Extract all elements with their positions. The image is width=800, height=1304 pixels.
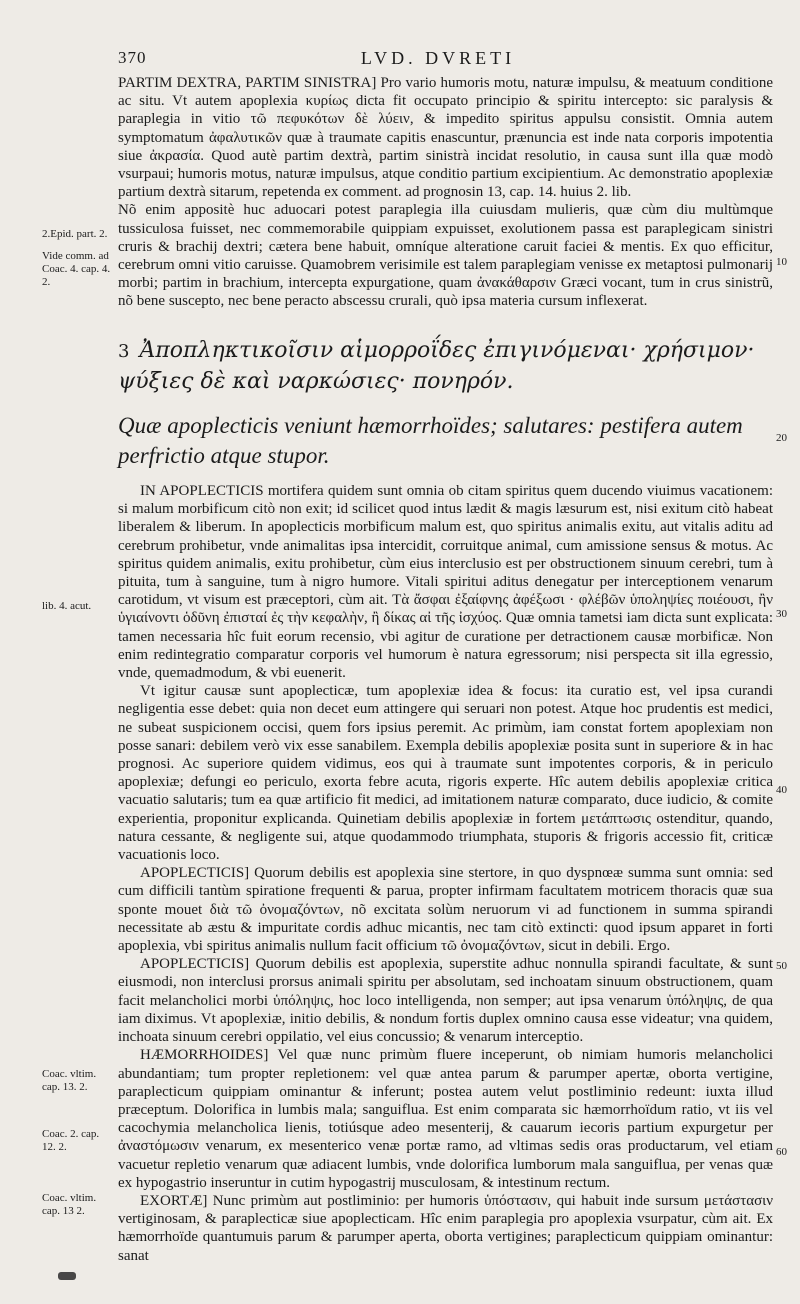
ink-smudge: [58, 1272, 76, 1280]
line-number: 10: [776, 256, 787, 268]
paragraph: Vt igitur causæ sunt apoplecticæ, tum apoplexiæ idea & focus: ita curatio est, vel ipsa curandi negligentia esse debet: quia non decet eum attingere qui seruari non potest. Atque hoc prudentis est medici, ne subeat suspicionem occisi, quem fors ipsius peremit. Ac primùm, iam constat fortem apoplexiam non posse sanari: debilem verò vix esse sanabilem. Exempla debilis apoplexiæ posita sunt in superiore & in hac prognosi. Ac superiore quidem vidimus, eos qui à traumate sunt impotentes corporis, & in periculo apoplexiæ; defungi eo periculo, exorta febre acuta, rigoris experte. Hîc autem debilis apoplexiæ critica vacuatio salutaris; tum ea quæ artificio fit medici, ad imitationem naturæ comparato, duce iudicio, & comite experientia, proponitur explicanda. Quinetiam debilis apoplexiæ in fortem μετάπτωσις ostenditur, quando, natura cessante, & negligente sui, atque quodammodo triumphata, stuporis & frigoris accessio fit, criticæ vacuationis loco.: [118, 683, 773, 864]
line-number: 30: [776, 608, 787, 620]
margin-note: 2.Epid. part. 2.: [42, 228, 108, 240]
commentary-block-1: [118, 74, 773, 311]
paragraph: Nõ enim appositè huc aduocari potest paraplegia illa cuiusdam mulieris, quæ cùm diu multùmque tussiculosa fuisset, nec commemorabile quippiam expuisset, exolutionem passa est paraplegicam sinistri cruris & brachij dextri; cætera bene habuit, omníque alteratione caruit faciei & mentis. Ex quo efficitur, cerebrum omni vitio caruisse. Quamobrem verisimile est talem paraplegiam venisse ex metaptosi pulmonarij morbi; partim in brachium, intercepta expurgatione, quam ἀνακάθαρσιν Græci vocant, tum in crus sinistrũ, nõ bene suscepto, nec bene peracto abscessu crurali, quò ipsa materia cursum inflexerat.: [118, 202, 773, 310]
aphorism-number: 3: [118, 341, 130, 362]
paragraph: APOPLECTICIS] Quorum debilis est apoplexia sine stertore, in quo dyspnœæ summa sunt omnia: sed cum difficili tantùm spiratione frequenti & parua, propter infirmam facultatem motricem thoracis quæ sua sponte mouet διὰ τῶ ὀνομαζόντων, nõ excitata solùm neruorum vi ad functionem in summa spirandi necessitate ab æstu & impuritate cordis adhuc micantis, nec tam citò extincti: quod ipsum apparet in forti apoplexia, vbi spiritus animalis nullum facit officium τῶ ὀνομαζόντων, sicut in debili. Ergo.: [118, 865, 773, 955]
line-number: 60: [776, 1146, 787, 1158]
line-number: 20: [776, 432, 787, 444]
page-number: 370: [118, 48, 147, 67]
paragraph: IN APOPLECTICIS mortifera quidem sunt omnia ob citam spiritus quem ducendo viuimus vacationem: si malum morbificum citò non exit; id scilicet quod intus lædit & magis læsurum est, nisi exitum citò habeat liberalem & liberum. In apoplecticis morbificum malum est, quo spiritus animalis exitu, aut vitalis aditu ad cerebrum prohibetur, vnde animalitas ipsa intercidit, corruitque animal, cum amissione sensus & motus. Ac spiritus quidem animalis, exitu prohibetur, cùm eius interclusio est per obstructionem sinuum cerebri, tum à pituita, tum à sanguine, tum à nigro humore. Vitali spiritui aditus denegatur per interceptionem venarum carotidum, vt visum est præceptori, cùm ait. Τὰ ἄσφαι ἐξαίφνης ἀφέξωσι · φλέβῶν ὑποληψίες ποιέουσι, ἢν ὑγιαίνοντι ὁδῦνη ἐπισταί ἐς τὴν κεφαλὴν, ἢ δίκας αἰ τῆς ἰσχύος. Quæ omnia tametsi iam dicta sunt explicata: tamen necessaria hîc fuit eorum recensio, vbi agitur de curatione per detractionem causæ morbificæ. Non enim redintegratio comparatur corporis vel humorum è natura egressorum; nisi perspecta sit illa egressio, vnde, quemadmodum, & vbi euenerit.: [118, 483, 773, 682]
commentary-block-2: [118, 482, 773, 1265]
aphorism-latin: Quæ apoplecticis veniunt hæmorrhoïdes; salutares: pestifera autem perfrictio atque stupor.: [118, 413, 743, 468]
paragraph: EXORTÆ] Nunc primùm aut postliminio: per humoris ὑπόστασιν, qui habuit inde sursum μετάστασιν vertiginosam, & paraplecticæ siue apoplecticam. Hîc enim paraplegia pro apoplexia vsurpatur, cùm ait. Ex hæmorrhoïde quantumuis parum & parumper aperta, oborta vertigines; paraplecticum quippiam ominantur: sanat: [118, 1192, 773, 1264]
paragraph: HÆMORRHOIDES] Vel quæ nunc primùm fluere inceperunt, ob nimiam humoris melancholici abundantiam; tum propter repletionem: vel quæ antea parum & parumper apertæ, oborta vertigine, paraplecticum quippiam ominantur & inferunt; postea autem velut postliminio redeunt: iuxta illud præceptum. Dolorifica in lumbis mala; sanguiflua. Est enim comparata sic hæmorrhoïdum ratio, vt iis vel cacochymia melancholica lienis, totiúsque adeo mesenterij, & cauarum iecoris partium expurgetur per ἀναστόμωσιν venarum, ex mesenterico venæ portæ ramo, ad vltimas sedis oras productarum, vel etiam vacuetur repletio venarum quæ adiacent lumbis, vnde dolorifica lumborum mala sanguiflua, per venas quæ ex hypogastrio inseruntur in cutim hypogastrij musculosam, & intestinum rectum.: [118, 1047, 773, 1191]
paragraph: APOPLECTICIS] Quorum debilis est apoplexia, superstite adhuc nonnulla spirandi facultate, & sunt eiusmodi, non interclusi prorsus animali spiritu per absolutam, sed inchoatam sinuum obstructionem, quam facit melancholici morbi ὑπόληψις, hoc loco intelligenda, non semper; aut ipsa venarum ὑπόληψις, de qua iam diximus. Vt apoplexiæ, initio debilis, & nondum fortis duplex omnino causa esse videatur; vna quidem, inchoata sinuum cerebri oppilatio, vel eius concussio; & venarum interceptio.: [118, 956, 773, 1046]
line-number: 40: [776, 784, 787, 796]
running-head: LVD. DVRETI: [360, 48, 516, 68]
margin-note: Coac. 2. cap. 12. 2.: [42, 1128, 100, 1153]
paragraph: PARTIM DEXTRA, PARTIM SINISTRA] Pro vario humoris motu, naturæ impulsu, & meatuum conditione ac situ. Vt autem apoplexia κυρίως dicta fit occupato principio & spiritu intercepto: sic paralysis & paraplegia in vitio τῶ πεφυκότων δὲ λύειν, & impedito spiritus appulsu consistit. Omnia autem symptomatum ἀφαλυτικῶν quæ à traumate capitis enascuntur, prænuncia est inde nata corporis impotentia siue ἀκρασία. Quod autè partim dextrà, partim sinistrà incidat resolutio, in causa sunt illa quæ modò vsurpaui; humoris motus, naturæ impulsus, atque conditio partium excipientium. Ac demonstratio apoplexiæ partium dextrà sitarum, repetenda ex comment. ad prognosin 13, cap. 14. huius 2. lib.: [118, 75, 773, 201]
aphorism-greek: Ἀποπληκτικοῖσιν αἱμορροΐδες ἐπιγινόμεναι· χρήσιμον· ψύξιες δὲ καὶ ναρκώσιες· πονηρόν.: [118, 338, 755, 394]
margin-note: Vide comm. ad Coac. 4. cap. 4. 2.: [42, 250, 111, 288]
margin-note: Coac. vltim. cap. 13 2.: [42, 1192, 97, 1217]
margin-note: lib. 4. acut.: [42, 600, 92, 612]
margin-note: Coac. vltim. cap. 13. 2.: [42, 1068, 97, 1093]
line-number: 50: [776, 960, 787, 972]
aphorism-lemma: [118, 336, 768, 471]
